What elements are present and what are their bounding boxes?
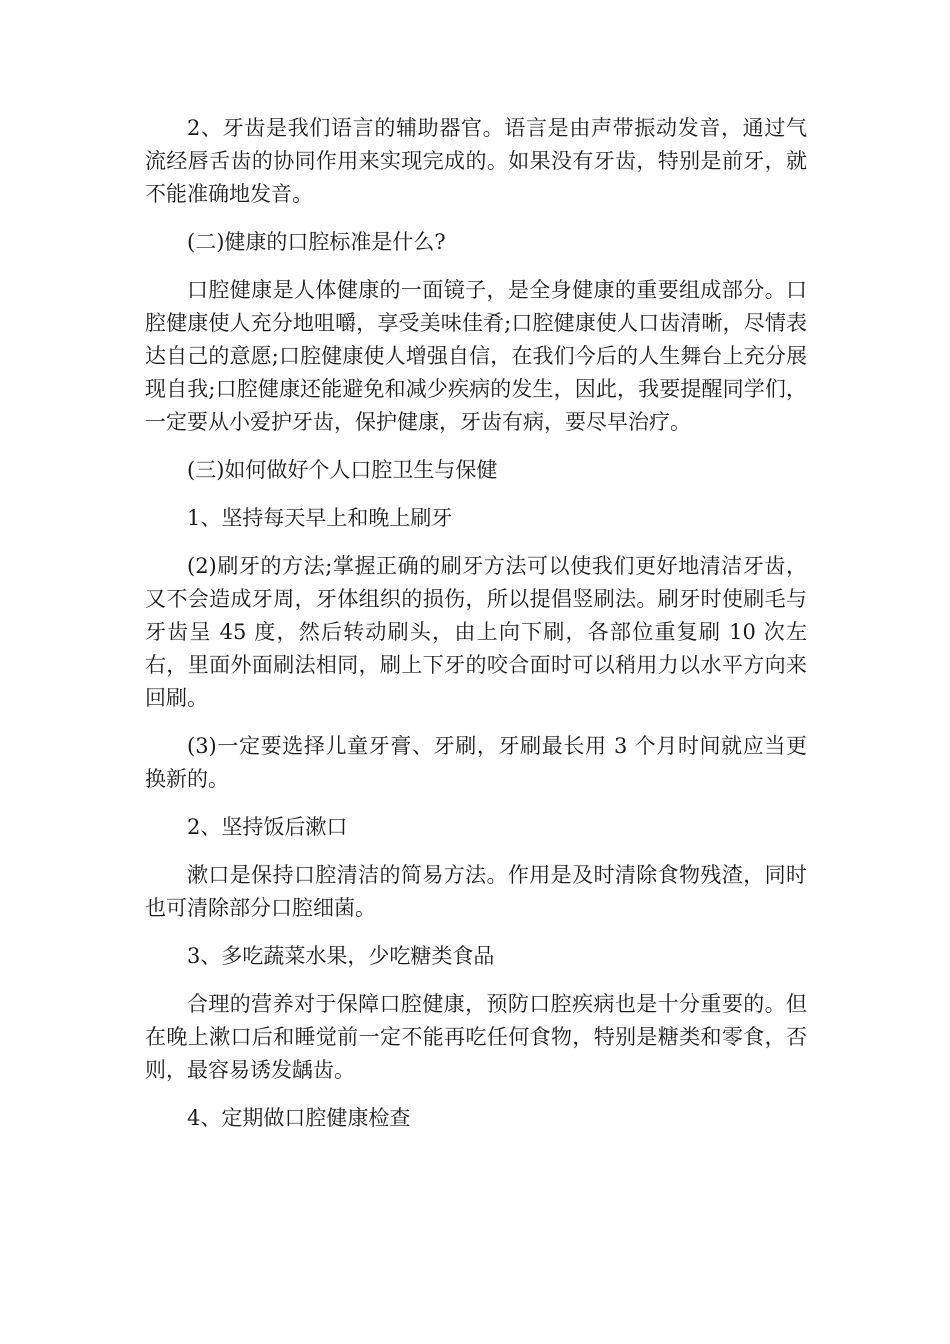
paragraph-teeth-speech: 2、牙齿是我们语言的辅助器官。语言是由声带振动发音，通过气流经唇舌齿的协同作用来实现完成的。如果没有牙齿，特别是前牙，就不能准确地发音。 bbox=[145, 116, 807, 206]
heading-oral-health-standard: (二)健康的口腔标准是什么? bbox=[187, 230, 446, 254]
heading-eat-vegetables-fruit: 3、多吃蔬菜水果，少吃糖类食品 bbox=[187, 944, 495, 968]
paragraph-children-toothpaste: (3)一定要选择儿童牙膏、牙刷，牙刷最长用 3 个月时间就应当更换新的。 bbox=[145, 734, 807, 791]
heading-regular-checkups: 4、定期做口腔健康检查 bbox=[187, 1106, 411, 1130]
heading-personal-oral-hygiene: (三)如何做好个人口腔卫生与保健 bbox=[187, 458, 498, 482]
document-body bbox=[145, 112, 807, 1150]
paragraph-nutrition: 合理的营养对于保障口腔健康，预防口腔疾病也是十分重要的。但在晚上漱口后和睡觉前一定不能再吃任何食物，特别是糖类和零食，否则，最容易诱发龋齿。 bbox=[145, 992, 807, 1082]
heading-brush-twice-daily: 1、坚持每天早上和晚上刷牙 bbox=[187, 506, 453, 530]
paragraph-rinsing: 漱口是保持口腔清洁的简易方法。作用是及时清除食物残渣，同时也可清除部分口腔细菌。 bbox=[145, 863, 807, 920]
heading-rinse-after-meals: 2、坚持饭后漱口 bbox=[187, 815, 348, 839]
paragraph-brushing-method: (2)刷牙的方法;掌握正确的刷牙方法可以使我们更好地清洁牙齿，又不会造成牙周，牙体组织的损伤，所以提倡竖刷法。刷牙时使刷毛与牙齿呈 45 度，然后转动刷头，由上向下刷，各部位重复刷 10 次左右，里面外面刷法相同，刷上下牙的咬合面时可以稍用力以水平方向来回刷。 bbox=[145, 554, 807, 710]
paragraph-oral-health-mirror: 口腔健康是人体健康的一面镜子，是全身健康的重要组成部分。口腔健康使人充分地咀嚼，享受美味佳肴;口腔健康使人口齿清晰，尽情表达自己的意愿;口腔健康使人增强自信，在我们今后的人生舞台上充分展现自我;口腔健康还能避免和减少疾病的发生，因此，我要提醒同学们，一定要从小爱护牙齿，保护健康，牙齿有病，要尽早治疗。 bbox=[145, 278, 807, 434]
